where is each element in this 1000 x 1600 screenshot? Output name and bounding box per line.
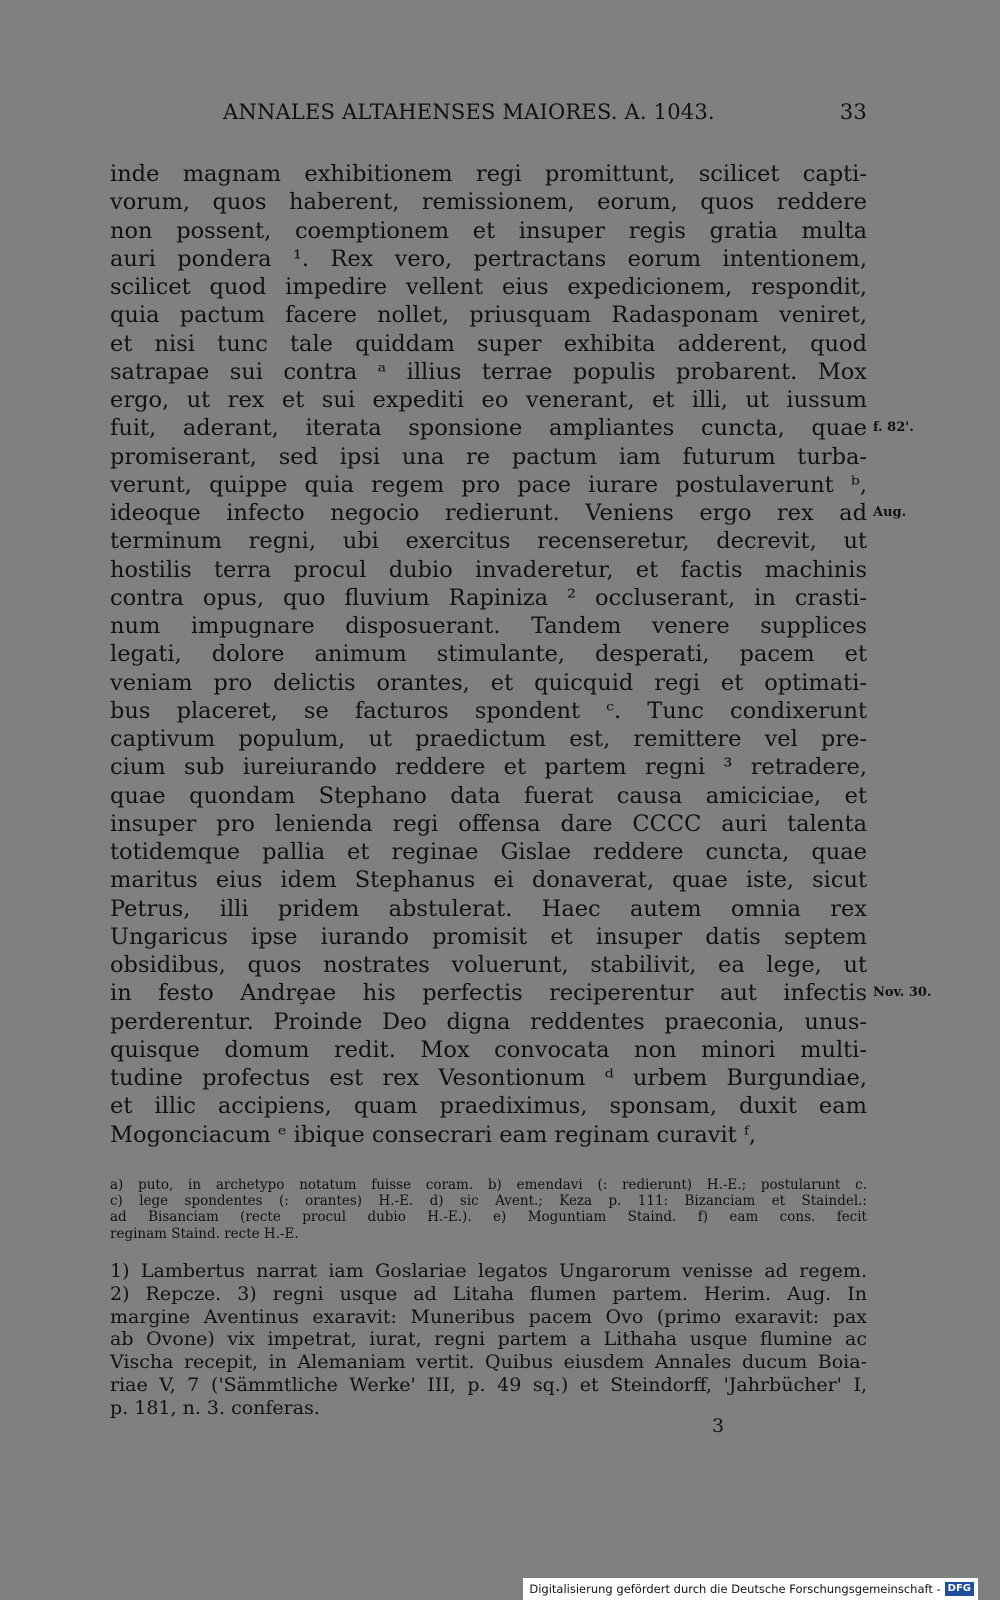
text-line: Mogonciacum ᵉ ibique consecrari eam reginam curavit ᶠ, xyxy=(110,1121,756,1148)
text-line: hostilis terra procul dubio invaderetur, et factis machinis xyxy=(110,556,867,583)
dfg-logo-icon: DFG xyxy=(945,1582,974,1596)
text-line: satrapae sui contra ᵃ illius terrae populis probarent. Mox xyxy=(110,358,867,385)
text-line: Petrus, illi pridem abstulerat. Haec autem omnia rex xyxy=(110,895,867,922)
text-line: legati, dolore animum stimulante, desperati, pacem et xyxy=(110,641,867,668)
credit-text: Digitalisierung gefördert durch die Deutsche Forschungsgemeinschaft - xyxy=(529,1582,941,1596)
text-line: veniam pro delictis orantes, et quicquid regi et optimati- xyxy=(110,669,867,696)
footnote-line: Vischa recepit, in Alemaniam vertit. Quibus eiusdem Annales ducum Boia- xyxy=(110,1351,867,1374)
digitization-credit xyxy=(523,1578,978,1600)
text-line: promiserant, sed ipsi una re pactum iam futurum turba- xyxy=(110,443,867,470)
footnote-line: margine Aventinus exaravit: Muneribus pacem Ovo (primo exaravit: pax xyxy=(110,1305,867,1328)
text-line: num impugnare disposuerant. Tandem venere supplices xyxy=(110,613,867,639)
apparatus-line: ad Bisanciam (recte procul dubio H.-E.). e) Moguntiam Staind. f) eam cons. fecit xyxy=(110,1209,867,1226)
text-line: obsidibus, quos nostrates voluerunt, stabilivit, ea lege, ut xyxy=(110,952,867,978)
critical-apparatus xyxy=(110,1177,867,1242)
text-line: auri pondera ¹. Rex vero, pertractans eorum intentionem, xyxy=(110,245,867,272)
page-number: 33 xyxy=(839,100,867,124)
text-line xyxy=(110,499,907,527)
text-line: non possent, coemptionem et insuper regis gratia multa xyxy=(110,217,867,244)
margin-note-date-aug: Aug. xyxy=(873,505,907,520)
apparatus-line: a) puto, in archetypo notatum fuisse coram. b) emendavi (: redierunt) H.-E.; postularunt c. xyxy=(110,1177,867,1193)
footnote-line: 1) Lambertus narrat iam Goslariae legatos Ungarorum venisse ad regem. xyxy=(110,1260,867,1282)
footnote-line: ab Ovone) vix impetrat, iurat, regni partem a Lithaha usque flumine ac xyxy=(110,1328,867,1351)
text-line-content: fuit, aderant, iterata sponsione ampliantes cuncta, quae xyxy=(110,415,867,442)
footnotes xyxy=(110,1260,867,1420)
text-line: terminum regni, ubi exercitus recenseretur, decrevit, ut xyxy=(110,528,867,555)
text-line: bus placeret, se facturos spondent ᶜ. Tunc condixerunt xyxy=(110,697,867,724)
text-line-content: ideoque infecto negocio redierunt. Veniens ergo rex ad xyxy=(110,500,867,526)
apparatus-line: c) lege spondentes (: orantes) H.-E. d) sic Avent.; Keza p. 111: Bizanciam et Staindel.: xyxy=(110,1193,867,1210)
footnote-line: 2) Repcze. 3) regni usque ad Litaha flumen partem. Herim. Aug. In xyxy=(110,1282,867,1305)
text-line: captivum populum, ut praedictum est, remittere vel pre- xyxy=(110,726,867,752)
text-line: scilicet quod impedire vellent eius expedicionem, respondit, xyxy=(110,274,867,300)
text-line: Ungaricus ipse iurando promisit et insuper datis septem xyxy=(110,923,867,950)
text-line: et nisi tunc tale quiddam super exhibita adderent, quod xyxy=(110,330,867,357)
text-line xyxy=(110,979,932,1007)
text-line: quae quondam Stephano data fuerat causa amiciciae, et xyxy=(110,782,867,809)
footnote-line: p. 181, n. 3. conferas. xyxy=(110,1396,320,1419)
text-line: quia pactum facere nollet, priusquam Radasponam veniret, xyxy=(110,302,867,329)
text-line: insuper pro lenienda regi offensa dare CCCC auri talenta xyxy=(110,810,867,837)
margin-note-folio: f. 82'. xyxy=(873,420,914,436)
text-line: quisque domum redit. Mox convocata non minori multi- xyxy=(110,1036,867,1063)
text-line: cium sub iureiurando reddere et partem regni ³ retradere, xyxy=(110,754,867,781)
text-line-content: in festo Andrȩae his perfectis reciperentur aut infectis xyxy=(110,980,867,1007)
margin-note-date-nov: Nov. 30. xyxy=(873,985,932,1001)
text-line: et illic accipiens, quam praediximus, sponsam, duxit eam xyxy=(110,1093,867,1120)
text-line: perderentur. Proinde Deo digna reddentes praeconia, unus- xyxy=(110,1008,867,1035)
text-line: verunt, quippe quia regem pro pace iurare postulaverunt ᵇ, xyxy=(110,471,867,498)
signature-mark: 3 xyxy=(712,1415,725,1437)
text-line: vorum, quos haberent, remissionem, eorum, quos reddere xyxy=(110,189,867,216)
text-line: ergo, ut rex et sui expediti eo venerant, et illi, ut iussum xyxy=(110,387,867,413)
text-line: tudine profectus est rex Vesontionum ᵈ urbem Burgundiae, xyxy=(110,1065,867,1091)
text-line: totidemque pallia et reginae Gislae reddere cuncta, quae xyxy=(110,839,867,865)
apparatus-line: reginam Staind. recte H.-E. xyxy=(110,1225,299,1242)
text-line: contra opus, quo fluvium Rapiniza ² occluserant, in crasti- xyxy=(110,584,867,611)
text-line: inde magnam exhibitionem regi promittunt, scilicet capti- xyxy=(110,161,867,187)
running-title: ANNALES ALTAHENSES MAIORES. A. 1043. xyxy=(223,100,715,124)
footnote-line: riae V, 7 ('Sämmtliche Werke' III, p. 49 sq.) et Steindorff, 'Jahrbücher' I, xyxy=(110,1373,867,1396)
main-text xyxy=(110,160,932,1149)
text-line xyxy=(110,414,914,442)
text-line: maritus eius idem Stephanus ei donaverat, quae iste, sicut xyxy=(110,867,867,894)
